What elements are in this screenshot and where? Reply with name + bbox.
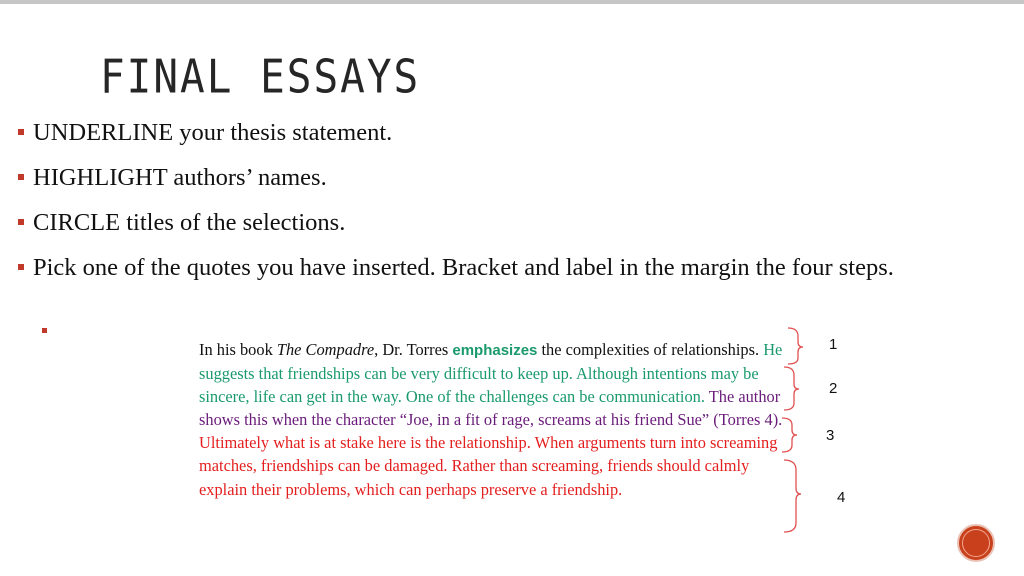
bullet-list — [18, 117, 898, 297]
step3-text: The author shows this when the character “Joe, in a fit of rage, screams at his friend Sue” (Torres 4). — [199, 387, 783, 430]
bullet-text: Pick one of the quotes you have inserted. Bracket and label in the margin the four steps. — [33, 254, 894, 281]
book-title: The Compadre — [276, 340, 375, 359]
empty-bullet-square-icon — [42, 328, 47, 333]
sample-paragraph — [199, 338, 789, 501]
bullet-square-icon — [18, 219, 24, 225]
bullet-square-icon — [18, 174, 24, 180]
top-border — [0, 0, 1024, 4]
slide-title: FINAL ESSAYS — [100, 50, 421, 104]
bracket-1-icon — [788, 328, 803, 364]
margin-brackets — [770, 318, 830, 543]
intro-text: , Dr. Torres — [374, 340, 453, 359]
bullet-item — [18, 252, 898, 283]
step-label-4: 4 — [837, 489, 846, 506]
bullet-item — [18, 117, 898, 148]
bracket-4-icon — [784, 460, 801, 532]
intro-text: the complexities of relationships. — [537, 340, 764, 359]
nav-button-ring-icon — [962, 529, 990, 557]
bullet-square-icon — [18, 129, 24, 135]
bracket-3-icon — [782, 418, 797, 452]
emphasis-word: emphasizes — [452, 342, 538, 359]
intro-text: In his book — [199, 340, 277, 359]
step4-text: Ultimately what is at stake here is the relationship. When arguments turn into screaming matches, friendships can be damaged. Rather than screaming, friends should calmly explain their problems, which can perhaps preserve a friendship. — [199, 433, 778, 499]
bullet-square-icon — [18, 264, 24, 270]
bullet-text: UNDERLINE your thesis statement. — [33, 119, 393, 146]
bullet-item — [18, 207, 898, 238]
bullet-text: HIGHLIGHT authors’ names. — [33, 164, 327, 191]
bullet-text: CIRCLE titles of the selections. — [33, 209, 346, 236]
bracket-2-icon — [784, 367, 799, 410]
step-label-1: 1 — [829, 336, 838, 353]
step-label-3: 3 — [826, 427, 835, 444]
step2-text: He suggests that friendships can be very difficult to keep up. Although intentions may be sincere, life can get in the way. One of the challenges can be communication. — [199, 340, 783, 407]
bullet-item — [18, 162, 898, 193]
slide-nav-button[interactable] — [957, 524, 995, 562]
step-label-2: 2 — [829, 380, 838, 397]
